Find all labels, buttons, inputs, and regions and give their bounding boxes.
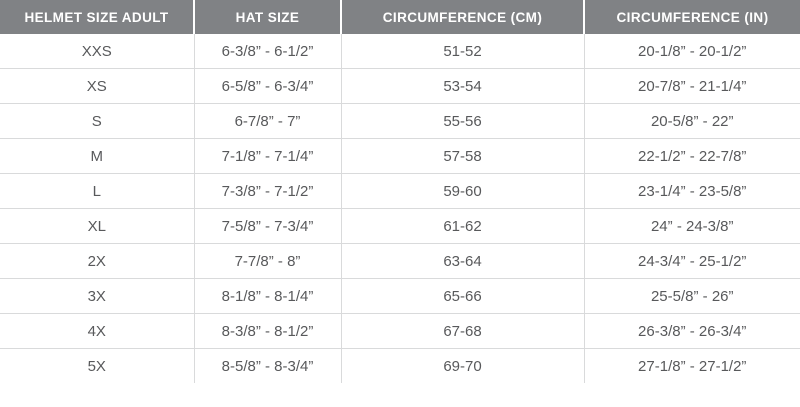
cell-circumference-in: 24-3/4” - 25-1/2”	[584, 244, 800, 279]
table-row	[0, 69, 800, 104]
cell-helmet-size: 3X	[0, 279, 194, 314]
table-header	[0, 0, 800, 34]
cell-hat-size: 6-7/8” - 7”	[194, 104, 341, 139]
cell-circumference-cm: 55-56	[341, 104, 584, 139]
cell-circumference-in: 27-1/8” - 27-1/2”	[638, 357, 747, 375]
cell-helmet-size: 5X	[0, 349, 194, 384]
cell-hat-size: 7-5/8” - 7-3/4”	[194, 209, 341, 244]
cell-circumference-cm: 61-62	[341, 209, 584, 244]
cell-circumference-cm: 67-68	[341, 314, 584, 349]
cell-helmet-size: XS	[0, 69, 194, 104]
cell-circumference-cm: 63-64	[341, 244, 584, 279]
cell-circumference-in: 24” - 24-3/8”	[584, 209, 800, 244]
table-row	[0, 34, 800, 69]
cell-circumference-in: 26-3/8” - 26-3/4”	[584, 314, 800, 349]
cell-circumference-in: 23-1/4” - 23-5/8”	[584, 174, 800, 209]
cell-circumference-cm: 57-58	[341, 139, 584, 174]
cell-circumference-cm: 65-66	[341, 279, 584, 314]
cell-hat-size: 6-5/8” - 6-3/4”	[194, 69, 341, 104]
cell-circumference-cm: 59-60	[341, 174, 584, 209]
cell-helmet-size: 4X	[0, 314, 194, 349]
table-row	[0, 139, 800, 174]
table-row	[0, 244, 800, 279]
table-row	[0, 314, 800, 349]
cell-helmet-size: M	[0, 139, 194, 174]
column-header-helmet-size-adult: HELMET SIZE ADULT	[0, 0, 194, 34]
cell-hat-size: 7-7/8” - 8”	[194, 244, 341, 279]
column-header-hat-size: HAT SIZE	[194, 0, 341, 34]
cell-circumference-cm: 69-70	[341, 349, 584, 384]
cell-helmet-size: 2X	[0, 244, 194, 279]
cell-circumference-in: 20-5/8” - 22”	[584, 104, 800, 139]
table-row	[0, 104, 800, 139]
cell-helmet-size: L	[0, 174, 194, 209]
cell-circumference-in: 22-1/2” - 22-7/8”	[584, 139, 800, 174]
table-header-row	[0, 0, 800, 34]
table-body	[0, 34, 800, 383]
cell-hat-size: 8-3/8” - 8-1/2”	[194, 314, 341, 349]
table-row	[0, 209, 800, 244]
cell-circumference-cm: 51-52	[341, 34, 584, 69]
cell-hat-size: 7-3/8” - 7-1/2”	[194, 174, 341, 209]
table-row	[0, 349, 800, 384]
cell-circumference-cm: 53-54	[341, 69, 584, 104]
cell-helmet-size: S	[0, 104, 194, 139]
cell-helmet-size: XXS	[0, 34, 194, 69]
cell-circumference-in: 20-7/8” - 21-1/4”	[584, 69, 800, 104]
column-header-circumference-cm: CIRCUMFERENCE (CM)	[341, 0, 584, 34]
cell-hat-size: 6-3/8” - 6-1/2”	[194, 34, 341, 69]
cell-circumference-in: 25-5/8” - 26”	[584, 279, 800, 314]
table-row	[0, 279, 800, 314]
column-header-circumference-in: CIRCUMFERENCE (IN)	[584, 0, 800, 34]
cell-hat-size: 8-5/8” - 8-3/4”	[194, 349, 341, 384]
cell-hat-size: 7-1/8” - 7-1/4”	[194, 139, 341, 174]
table-row	[0, 174, 800, 209]
cell-helmet-size: XL	[0, 209, 194, 244]
cell-hat-size: 8-1/8” - 8-1/4”	[194, 279, 341, 314]
cell-circumference-in: 20-1/8” - 20-1/2”	[584, 34, 800, 69]
